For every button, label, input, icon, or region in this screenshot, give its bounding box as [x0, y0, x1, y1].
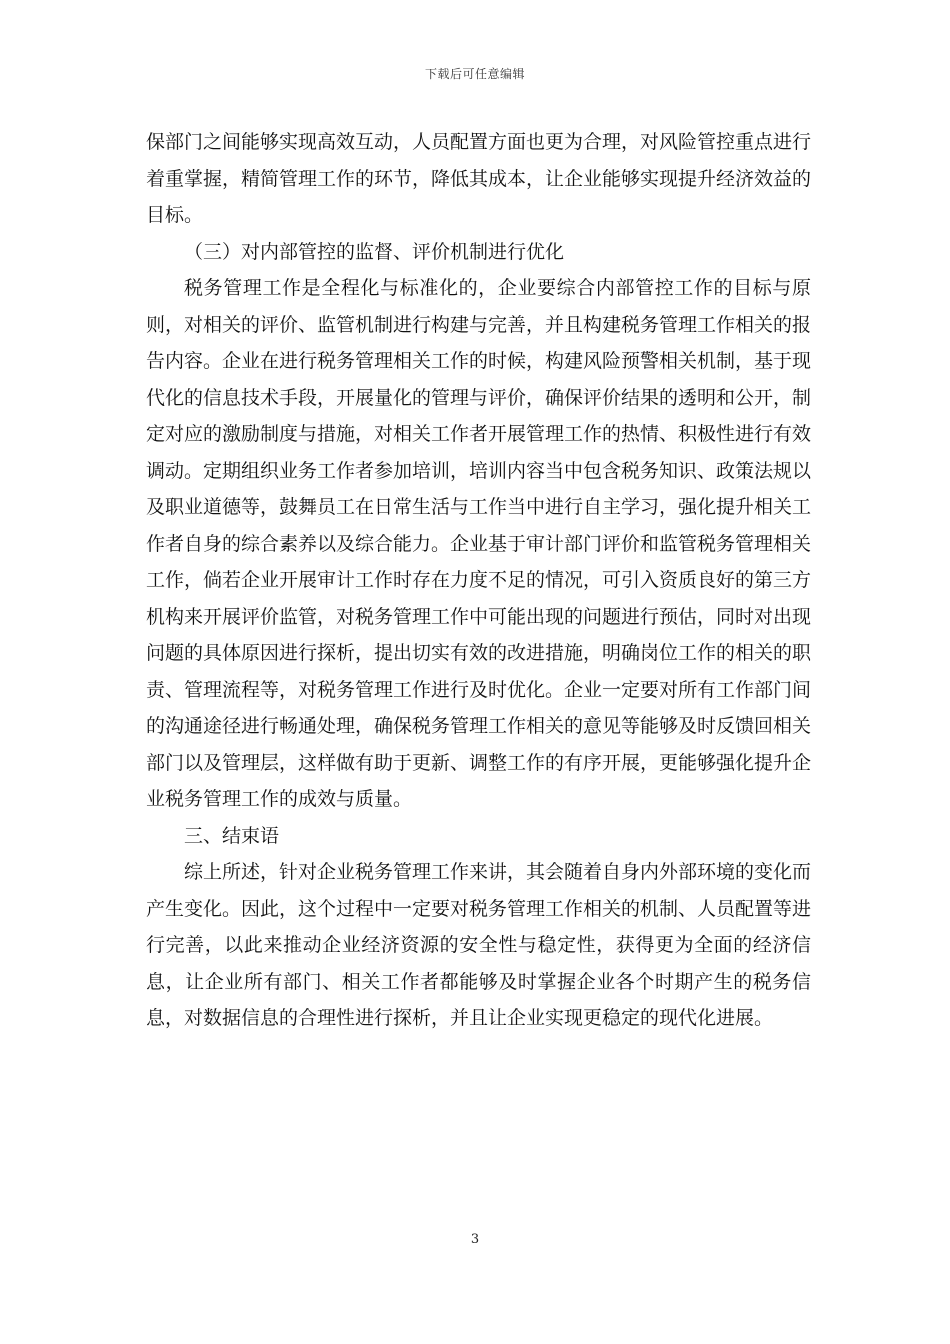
- paragraph-continuation: 保部门之间能够实现高效互动，人员配置方面也更为合理，对风险管控重点进行着重掌握，精简管理工作的环节，降低其成本，让企业能够实现提升经济效益的目标。: [146, 131, 812, 226]
- document-body: [146, 124, 811, 1037]
- page-number: 3: [470, 1232, 480, 1247]
- section-heading-3: （三）对内部管控的监督、评价机制进行优化: [184, 240, 565, 263]
- page-header: 下载后可任意编辑: [424, 67, 525, 81]
- section-heading-conclusion: 三、结束语: [184, 824, 280, 847]
- paragraph-tax-management: 税务管理工作是全程化与标准化的，企业要综合内部管控工作的目标与原则，对相关的评价、监管机制进行构建与完善，并且构建税务管理工作相关的报告内容。企业在进行税务管理相关工作的时候，构建风险预警相关机制，基于现代化的信息技术手段，开展量化的管理与评价，确保评价结果的透明和公开，制定对应的激励制度与措施，对相关工作者开展管理工作的热情、积极性进行有效调动。定期组织业务工作者参加培训，培训内容当中包含税务知识、政策法规以及职业道德等，鼓舞员工在日常生活与工作当中进行自主学习，强化提升相关工作者自身的综合素养以及综合能力。企业基于审计部门评价和监管税务管理相关工作，倘若企业开展审计工作时存在力度不足的情况，可引入资质良好的第三方机构来开展评价监管，对税务管理工作中可能出现的问题进行预估，同时对出现问题的具体原因进行探析，提出切实有效的改进措施，明确岗位工作的相关的职责、管理流程等，对税务管理工作进行及时优化。企业一定要对所有工作部门间的沟通途径进行畅通处理，确保税务管理工作相关的意见等能够及时反馈回相关部门以及管理层，这样做有助于更新、调整工作的有序开展，更能够强化提升企业税务管理工作的成效与质量。: [146, 277, 812, 810]
- paragraph-conclusion: 综上所述，针对企业税务管理工作来讲，其会随着自身内外部环境的变化而产生变化。因此，这个过程中一定要对税务管理工作相关的机制、人员配置等进行完善，以此来推动企业经济资源的安全性与稳定性，获得更为全面的经济信息，让企业所有部门、相关工作者都能够及时掌握企业各个时期产生的税务信息，对数据信息的合理性进行探析，并且让企业实现更稳定的现代化进展。: [146, 861, 812, 1029]
